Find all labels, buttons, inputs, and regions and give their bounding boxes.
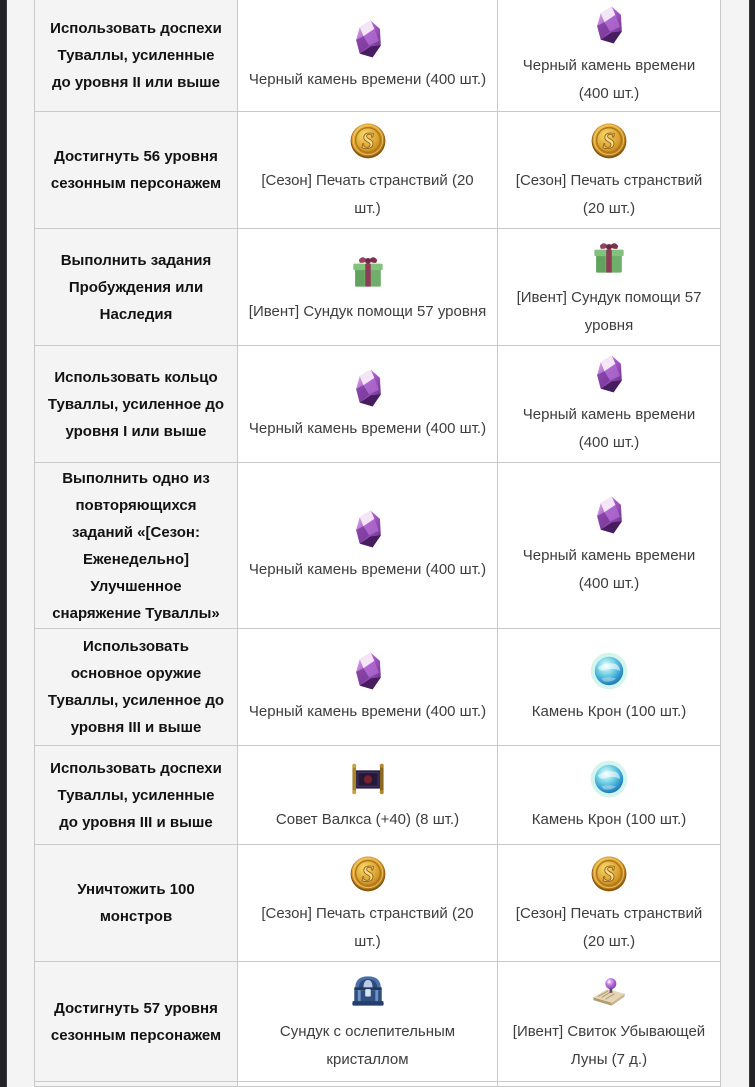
task-cell <box>35 962 238 1082</box>
season-seal-icon <box>346 851 390 895</box>
black-time-stone-icon <box>587 352 631 396</box>
reward-item-name: Черный камень времени (400 шт.) <box>248 561 487 578</box>
reward-cell <box>238 463 498 629</box>
reward-item-name: Камень Крон (100 шт.) <box>531 810 687 828</box>
reward-item-name: [Сезон] Печать странствий (20 шт.) <box>261 171 474 217</box>
reward-cell <box>498 229 721 346</box>
cron-stone-icon <box>587 649 631 693</box>
table-row <box>35 112 721 229</box>
task-text: Выполнить задания Пробуждения или Наследия <box>60 251 212 323</box>
black-time-stone-icon <box>587 3 631 47</box>
reward-cell <box>238 746 498 845</box>
reward-item-name: [Ивент] Сундук помощи 57 уровня <box>516 288 702 334</box>
reward-cell <box>238 629 498 746</box>
task-text: Использовать основное оружие Туваллы, усиленное до уровня III и выше <box>47 638 225 736</box>
task-text: Достигнуть 57 уровня сезонным персонажем <box>50 999 222 1044</box>
reward-item-name: Сундук с ослепительным кристаллом <box>279 1023 456 1068</box>
reward-cell <box>498 962 721 1082</box>
reward-item-name: Черный камень времени (400 шт.) <box>522 57 696 102</box>
reward-cell <box>238 845 498 962</box>
table-row <box>35 1082 721 1087</box>
reward-cell <box>238 346 498 463</box>
reward-cell <box>238 0 498 112</box>
reward-item-name: Черный камень времени (400 шт.) <box>522 405 696 451</box>
black-time-stone-icon <box>346 17 390 61</box>
task-text: Уничтожить 100 монстров <box>77 881 195 925</box>
valks-scroll-icon <box>346 757 390 801</box>
reward-item-name: Камень Крон (100 шт.) <box>531 702 687 720</box>
reward-item-name: Черный камень времени (400 шт.) <box>248 419 487 437</box>
reward-cell <box>498 0 721 112</box>
reward-cell <box>498 1082 721 1087</box>
task-cell <box>35 229 238 346</box>
task-cell <box>35 346 238 463</box>
task-text: Достигнуть 56 уровня сезонным персонажем <box>50 148 222 192</box>
reward-cell <box>498 746 721 845</box>
black-time-stone-icon <box>346 649 390 693</box>
task-cell <box>35 845 238 962</box>
cron-stone-icon <box>587 757 631 801</box>
reward-item-name: [Сезон] Печать странствий (20 шт.) <box>515 171 703 217</box>
task-cell <box>35 0 238 112</box>
reward-cell <box>238 1082 498 1087</box>
reward-item-name: Совет Валкса (+40) (8 шт.) <box>275 810 460 828</box>
reward-item-name: [Сезон] Печать странствий (20 шт.) <box>515 904 703 950</box>
season-seal-icon <box>346 118 390 162</box>
reward-item-name: [Сезон] Печать странствий (20 шт.) <box>261 904 474 950</box>
reward-item-name: [Ивент] Сундук помощи 57 уровня <box>248 302 487 320</box>
black-time-stone-icon <box>346 366 390 410</box>
brilliant-chest-icon <box>346 969 390 1013</box>
task-cell <box>35 463 238 629</box>
black-time-stone-icon <box>346 507 390 551</box>
reward-cell <box>238 229 498 346</box>
task-text: Использовать доспехи Туваллы, усиленные до уровня II или выше <box>50 20 222 91</box>
task-text: Использовать кольцо Туваллы, усиленное до уровня I или выше <box>47 368 225 440</box>
reward-cell <box>498 463 721 629</box>
rewards-table <box>34 0 721 1087</box>
task-cell <box>35 746 238 845</box>
season-seal-icon <box>587 851 631 895</box>
table-row <box>35 463 721 629</box>
table-row <box>35 962 721 1082</box>
page-left-edge <box>0 0 7 1087</box>
reward-cell <box>498 112 721 229</box>
table-row <box>35 229 721 346</box>
task-cell <box>35 112 238 229</box>
task-cell <box>35 629 238 746</box>
table-row <box>35 845 721 962</box>
table-row <box>35 629 721 746</box>
black-time-stone-icon <box>587 493 631 537</box>
reward-item-name: [Ивент] Свиток Убывающей Луны (7 д.) <box>512 1023 706 1068</box>
reward-cell <box>238 962 498 1082</box>
season-seal-icon <box>587 118 631 162</box>
reward-cell <box>498 629 721 746</box>
task-cell <box>35 1082 238 1087</box>
task-text: Использовать доспехи Туваллы, усиленные до уровня III и выше <box>50 759 222 831</box>
table-row <box>35 0 721 112</box>
moon-scroll-icon <box>587 969 631 1013</box>
page-right-edge <box>749 0 755 1087</box>
task-text: Выполнить одно из повторяющихся заданий «[Сезон: Еженедельно] Улучшенное снаряжение Туваллы» <box>52 469 220 622</box>
table-row <box>35 746 721 845</box>
table-row <box>35 346 721 463</box>
reward-item-name: Черный камень времени (400 шт.) <box>248 702 487 720</box>
reward-cell <box>238 112 498 229</box>
reward-cell <box>498 346 721 463</box>
reward-item-name: Черный камень времени (400 шт.) <box>522 547 696 592</box>
event-gift-box-icon <box>587 235 631 279</box>
reward-item-name: Черный камень времени (400 шт.) <box>248 71 487 88</box>
reward-cell <box>498 845 721 962</box>
event-gift-box-icon <box>346 249 390 293</box>
